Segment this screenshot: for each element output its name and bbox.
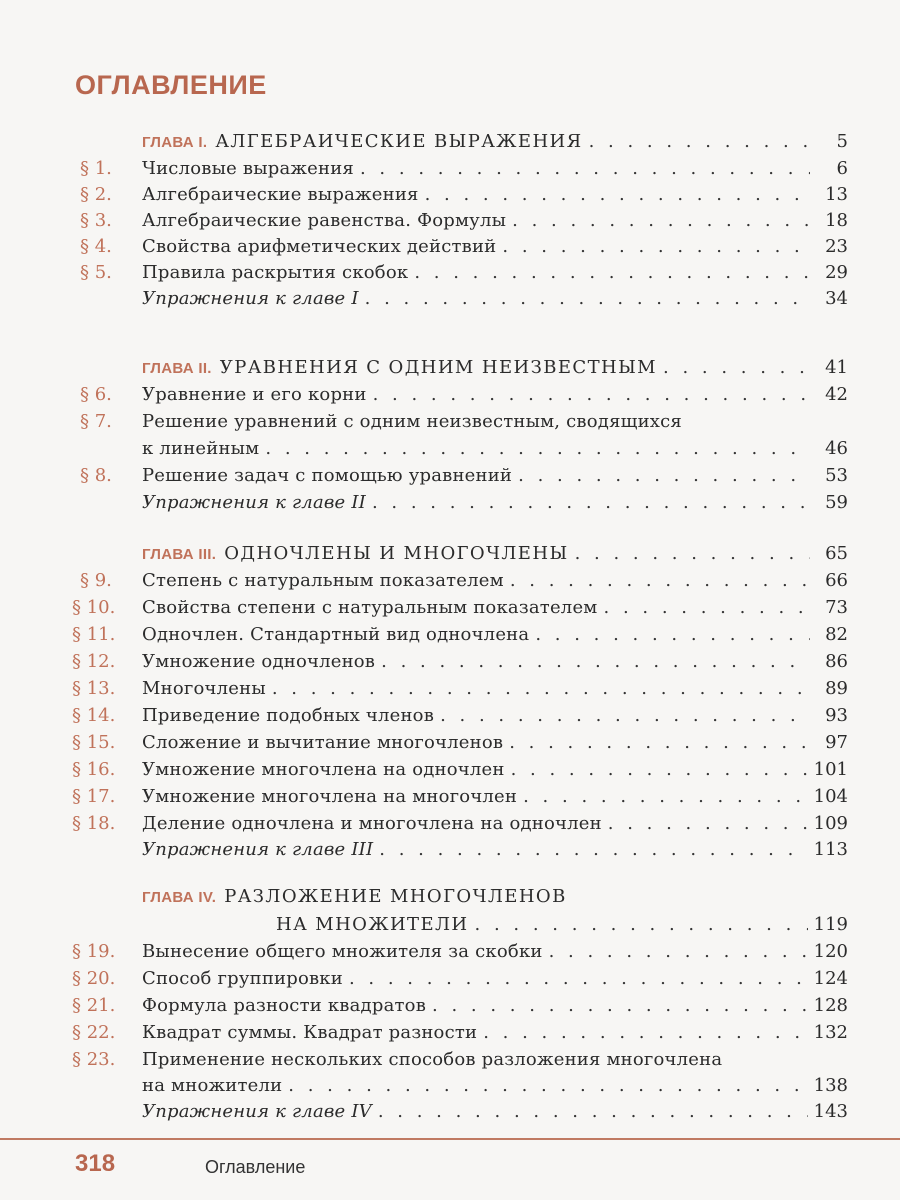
toc-entry[interactable] (0, 155, 900, 183)
page-number: 23 (825, 236, 848, 257)
page-number: 119 (813, 914, 848, 935)
section-number: § 2. (80, 184, 112, 205)
toc-entry[interactable] (0, 810, 900, 838)
leader-dots (502, 233, 810, 261)
toc-entry[interactable] (0, 233, 900, 261)
page-number: 101 (813, 759, 848, 780)
section-number: § 5. (80, 262, 112, 283)
toc-entry-exercises[interactable] (0, 1098, 900, 1126)
page-number: 46 (825, 438, 848, 459)
section-number: § 4. (80, 236, 112, 257)
leader-dots (604, 594, 811, 622)
toc-entry[interactable] (0, 783, 900, 811)
section-number: § 22. (72, 1022, 116, 1043)
page-number: 41 (825, 357, 848, 378)
section-number: § 7. (80, 411, 112, 432)
page-number: 73 (825, 597, 848, 618)
leader-dots (425, 181, 810, 209)
leader-dots (272, 675, 810, 703)
page-number: 104 (813, 786, 848, 807)
toc-entry[interactable] (0, 992, 900, 1020)
section-number: § 17. (72, 786, 116, 807)
section-title: Сложение и вычитание многочленов (142, 732, 504, 753)
section-number: § 16. (72, 759, 116, 780)
leader-dots (475, 911, 808, 939)
leader-dots (509, 729, 810, 757)
leader-dots (349, 965, 808, 993)
toc-entry[interactable] (0, 965, 900, 993)
section-title: Свойства степени с натуральным показателем (142, 597, 598, 618)
toc-entry-continued[interactable] (0, 435, 900, 463)
footer-running-title: Оглавление (205, 1157, 306, 1177)
section-number: § 1. (80, 158, 112, 179)
page-number: 138 (813, 1075, 848, 1096)
leader-dots (360, 155, 810, 183)
leader-dots (523, 783, 808, 811)
page-number: 59 (825, 492, 848, 513)
leader-dots (608, 810, 808, 838)
toc-entry[interactable] (0, 648, 900, 676)
section-title: Применение нескольких способов разложения многочлена (142, 1049, 723, 1070)
page-number: 120 (813, 941, 848, 962)
page-number: 89 (825, 678, 848, 699)
chapter-label: ГЛАВА II. (142, 360, 212, 377)
page-number: 86 (825, 651, 848, 672)
toc-entry[interactable] (0, 702, 900, 730)
leader-dots (535, 621, 810, 649)
toc-entry[interactable] (0, 938, 900, 966)
chapter-4-heading-continued[interactable] (0, 911, 900, 939)
leader-dots (373, 381, 810, 409)
chapter-2-heading[interactable] (0, 354, 900, 382)
section-title: Уравнение и его корни (142, 384, 367, 405)
page-number: 143 (813, 1101, 848, 1122)
section-number: § 11. (72, 624, 116, 645)
chapter-title-continued: НА МНОЖИТЕЛИ (276, 914, 469, 935)
exercises-title: Упражнения к главе IV (142, 1101, 372, 1122)
footer-page-number: 318 (75, 1150, 116, 1177)
leader-dots (663, 354, 810, 382)
page-title: ОГЛАВЛЕНИЕ (75, 70, 267, 100)
leader-dots (510, 567, 810, 595)
page-number: 13 (825, 184, 848, 205)
page-number: 34 (825, 288, 848, 309)
toc-entry[interactable] (0, 621, 900, 649)
section-number: § 18. (72, 813, 116, 834)
toc-entry[interactable] (0, 259, 900, 287)
section-title: Формула разности квадратов (142, 995, 427, 1016)
exercises-title: Упражнения к главе III (142, 839, 374, 860)
section-title: Умножение одночленов (142, 651, 376, 672)
toc-entry-exercises[interactable] (0, 285, 900, 313)
chapter-title: УРАВНЕНИЯ С ОДНИМ НЕИЗВЕСТНЫМ (219, 357, 658, 378)
toc-entry[interactable] (0, 381, 900, 409)
toc-entry-continued[interactable] (0, 1072, 900, 1100)
toc-entry[interactable] (0, 756, 900, 784)
toc-entry[interactable] (0, 1019, 900, 1047)
chapter-1-heading[interactable] (0, 128, 900, 156)
section-number: § 6. (80, 384, 112, 405)
section-title: Одночлен. Стандартный вид одночлена (142, 624, 530, 645)
leader-dots (288, 1072, 807, 1100)
section-title: Квадрат суммы. Квадрат разности (142, 1022, 478, 1043)
section-title: Вынесение общего множителя за скобки (142, 941, 543, 962)
leader-dots (265, 435, 810, 463)
leader-dots (365, 285, 810, 313)
page-number: 29 (825, 262, 848, 283)
leader-dots (483, 1019, 807, 1047)
page-number: 109 (813, 813, 848, 834)
section-title-continued: к линейным (142, 438, 260, 459)
section-title: Деление одночлена и многочлена на одночлен (142, 813, 602, 834)
leader-dots (378, 1098, 808, 1126)
exercises-title: Упражнения к главе I (142, 288, 359, 309)
chapter-label: ГЛАВА IV. (142, 889, 217, 906)
chapter-title: АЛГЕБРАИЧЕСКИЕ ВЫРАЖЕНИЯ (215, 131, 583, 152)
section-title: Числовые выражения (142, 158, 354, 179)
section-number: § 13. (72, 678, 116, 699)
page-number: 18 (825, 210, 848, 231)
toc-entry[interactable] (0, 207, 900, 235)
page-number: 65 (825, 543, 848, 564)
section-title: Правила раскрытия скобок (142, 262, 409, 283)
toc-entry[interactable] (0, 594, 900, 622)
leader-dots (414, 259, 810, 287)
leader-dots (589, 128, 810, 156)
section-number: § 12. (72, 651, 116, 672)
section-title: Алгебраические выражения (142, 184, 419, 205)
page-number: 124 (813, 968, 848, 989)
section-number: § 19. (72, 941, 116, 962)
section-title: Решение задач с помощью уравнений (142, 465, 513, 486)
toc-entry[interactable] (0, 181, 900, 209)
leader-dots (379, 836, 807, 864)
section-title: Решение уравнений с одним неизвестным, сводящихся (142, 411, 682, 432)
section-number: § 3. (80, 210, 112, 231)
section-number: § 15. (72, 732, 116, 753)
leader-dots (512, 207, 810, 235)
leader-dots (432, 992, 808, 1020)
leader-dots (549, 938, 808, 966)
section-title: Свойства арифметических действий (142, 236, 497, 257)
section-title: Степень с натуральным показателем (142, 570, 504, 591)
page-number: 42 (825, 384, 848, 405)
leader-dots (511, 756, 808, 784)
page-number: 53 (825, 465, 848, 486)
chapter-title: РАЗЛОЖЕНИЕ МНОГОЧЛЕНОВ (224, 886, 567, 907)
leader-dots (381, 648, 810, 676)
section-number: § 9. (80, 570, 112, 591)
leader-dots (518, 462, 810, 490)
section-title: Способ группировки (142, 968, 343, 989)
toc-entry[interactable] (0, 408, 900, 436)
toc-entry[interactable] (0, 567, 900, 595)
page-number: 93 (825, 705, 848, 726)
toc-entry-exercises[interactable] (0, 489, 900, 517)
chapter-title: ОДНОЧЛЕНЫ И МНОГОЧЛЕНЫ (224, 543, 569, 564)
toc-entry[interactable] (0, 675, 900, 703)
section-number: § 10. (72, 597, 116, 618)
chapter-label: ГЛАВА I. (142, 134, 208, 151)
leader-dots (440, 702, 810, 730)
leader-dots (575, 540, 810, 568)
section-title: Приведение подобных членов (142, 705, 435, 726)
section-number: § 20. (72, 968, 116, 989)
page-number: 5 (836, 131, 848, 152)
section-number: § 14. (72, 705, 116, 726)
page-number: 113 (813, 839, 848, 860)
section-title: Многочлены (142, 678, 266, 699)
toc-entry[interactable] (0, 1046, 900, 1074)
section-number: § 21. (72, 995, 116, 1016)
section-number: § 8. (80, 465, 112, 486)
page-number: 82 (825, 624, 848, 645)
section-title: Умножение многочлена на многочлен (142, 786, 518, 807)
section-title: Алгебраические равенства. Формулы (142, 210, 507, 231)
toc-entry[interactable] (0, 729, 900, 757)
section-number: § 23. (72, 1049, 116, 1070)
chapter-3-heading[interactable] (0, 540, 900, 568)
page-number: 6 (836, 158, 848, 179)
exercises-title: Упражнения к главе II (142, 492, 366, 513)
footer-divider (0, 1138, 900, 1140)
leader-dots (372, 489, 810, 517)
chapter-4-heading[interactable] (0, 883, 900, 911)
page-number: 97 (825, 732, 848, 753)
page-number: 66 (825, 570, 848, 591)
toc-entry[interactable] (0, 462, 900, 490)
section-title: Умножение многочлена на одночлен (142, 759, 505, 780)
section-title-continued: на множители (142, 1075, 283, 1096)
toc-entry-exercises[interactable] (0, 836, 900, 864)
page-number: 128 (813, 995, 848, 1016)
chapter-label: ГЛАВА III. (142, 546, 217, 563)
page-number: 132 (813, 1022, 848, 1043)
